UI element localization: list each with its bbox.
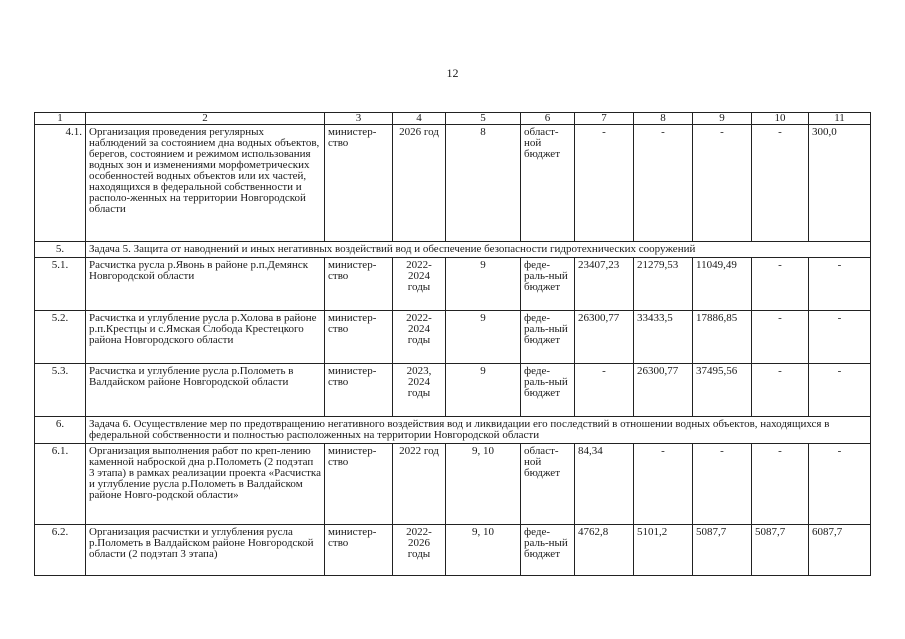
header-cell: 8 (634, 113, 693, 125)
funding-source: област-ной бюджет (521, 444, 575, 525)
header-cell: 10 (752, 113, 809, 125)
activity-name: Расчистка и углубление русла р.Холова в районе р.п.Крестцы и с.Ямская Слобода Крестецкого района Новгородского области (86, 311, 325, 364)
value-col10: - (752, 311, 809, 364)
header-cell: 6 (521, 113, 575, 125)
row-number: 6.2. (35, 525, 86, 576)
activity-name: Организация выполнения работ по креп-лению каменной наброской дна р.Полометь (2 подэтап 3 этапа) в рамках реализации проекта «Расчистка и углубление русла р.Полометь в Валдайском районе Новго-родской области» (86, 444, 325, 525)
executor: министер-ство (325, 258, 393, 311)
value-col7: 23407,23 (575, 258, 634, 311)
value-col7: 26300,77 (575, 311, 634, 364)
table-row (35, 364, 871, 417)
period: 2022-2024 годы (393, 311, 446, 364)
header-cell: 2 (86, 113, 325, 125)
funding-source: феде-раль-ный бюджет (521, 311, 575, 364)
value-col10: - (752, 364, 809, 417)
header-cell: 11 (809, 113, 871, 125)
task-number: 6. (35, 417, 86, 444)
value-col11: - (809, 364, 871, 417)
executor: министер-ство (325, 364, 393, 417)
activity-name: Расчистка русла р.Явонь в районе р.п.Демянск Новгородской области (86, 258, 325, 311)
row-number: 4.1. (35, 125, 86, 242)
header-row (35, 113, 871, 125)
target-indicator: 9, 10 (446, 444, 521, 525)
value-col9: 37495,56 (693, 364, 752, 417)
funding-source: област-ной бюджет (521, 125, 575, 242)
period: 2022 год (393, 444, 446, 525)
value-col11: 300,0 (809, 125, 871, 242)
task-number: 5. (35, 242, 86, 258)
program-table (34, 112, 871, 576)
value-col7: - (575, 125, 634, 242)
value-col9: 5087,7 (693, 525, 752, 576)
value-col11: - (809, 258, 871, 311)
value-col8: - (634, 444, 693, 525)
target-indicator: 8 (446, 125, 521, 242)
value-col10: - (752, 444, 809, 525)
value-col10: 5087,7 (752, 525, 809, 576)
value-col7: 84,34 (575, 444, 634, 525)
period: 2026 год (393, 125, 446, 242)
value-col9: 11049,49 (693, 258, 752, 311)
row-number: 5.1. (35, 258, 86, 311)
task-text: Задача 5. Защита от наводнений и иных негативных воздействий вод и обеспечение безопасности гидротехнических сооружений (86, 242, 871, 258)
page-number: 12 (446, 66, 459, 80)
value-col7: - (575, 364, 634, 417)
table-row (35, 258, 871, 311)
activity-name: Расчистка и углубление русла р.Полометь в Валдайском районе Новгородской области (86, 364, 325, 417)
value-col11: 6087,7 (809, 525, 871, 576)
target-indicator: 9 (446, 364, 521, 417)
header-cell: 4 (393, 113, 446, 125)
row-number: 5.3. (35, 364, 86, 417)
table-row (35, 125, 871, 242)
period: 2022-2026 годы (393, 525, 446, 576)
target-indicator: 9 (446, 258, 521, 311)
target-indicator: 9 (446, 311, 521, 364)
value-col8: 21279,53 (634, 258, 693, 311)
row-number: 5.2. (35, 311, 86, 364)
value-col9: - (693, 444, 752, 525)
value-col8: 5101,2 (634, 525, 693, 576)
value-col11: - (809, 311, 871, 364)
task-row (35, 417, 871, 444)
value-col11: - (809, 444, 871, 525)
executor: министер-ство (325, 125, 393, 242)
period: 2022-2024 годы (393, 258, 446, 311)
executor: министер-ство (325, 525, 393, 576)
header-cell: 1 (35, 113, 86, 125)
table-row (35, 311, 871, 364)
value-col10: - (752, 258, 809, 311)
value-col10: - (752, 125, 809, 242)
header-cell: 7 (575, 113, 634, 125)
funding-source: феде-раль-ный бюджет (521, 364, 575, 417)
header-cell: 3 (325, 113, 393, 125)
value-col9: 17886,85 (693, 311, 752, 364)
table-row (35, 525, 871, 576)
row-number: 6.1. (35, 444, 86, 525)
task-row (35, 242, 871, 258)
value-col8: 26300,77 (634, 364, 693, 417)
executor: министер-ство (325, 444, 393, 525)
value-col8: 33433,5 (634, 311, 693, 364)
activity-name: Организация проведения регулярных наблюдений за состоянием дна водных объектов, берегов, состоянием и режимом использования водных зон и изменениями морфометрических особенностей водных объектов или их частей, находящихся в федеральной собственности и располо-женных на территории Новгородской области (86, 125, 325, 242)
value-col9: - (693, 125, 752, 242)
task-text: Задача 6. Осуществление мер по предотвращению негативного воздействия вод и ликвидации его последствий в отношении водных объектов, находящихся в федеральной собственности и полностью расположенных на территории Новгородской области (86, 417, 871, 444)
value-col7: 4762,8 (575, 525, 634, 576)
activity-name: Организация расчистки и углубления русла р.Полометь в Валдайском районе Новгородской области (2 подэтап 3 этапа) (86, 525, 325, 576)
target-indicator: 9, 10 (446, 525, 521, 576)
funding-source: феде-раль-ный бюджет (521, 525, 575, 576)
header-cell: 5 (446, 113, 521, 125)
funding-source: феде-раль-ный бюджет (521, 258, 575, 311)
period: 2023, 2024 годы (393, 364, 446, 417)
table-row (35, 444, 871, 525)
header-cell: 9 (693, 113, 752, 125)
executor: министер-ство (325, 311, 393, 364)
value-col8: - (634, 125, 693, 242)
